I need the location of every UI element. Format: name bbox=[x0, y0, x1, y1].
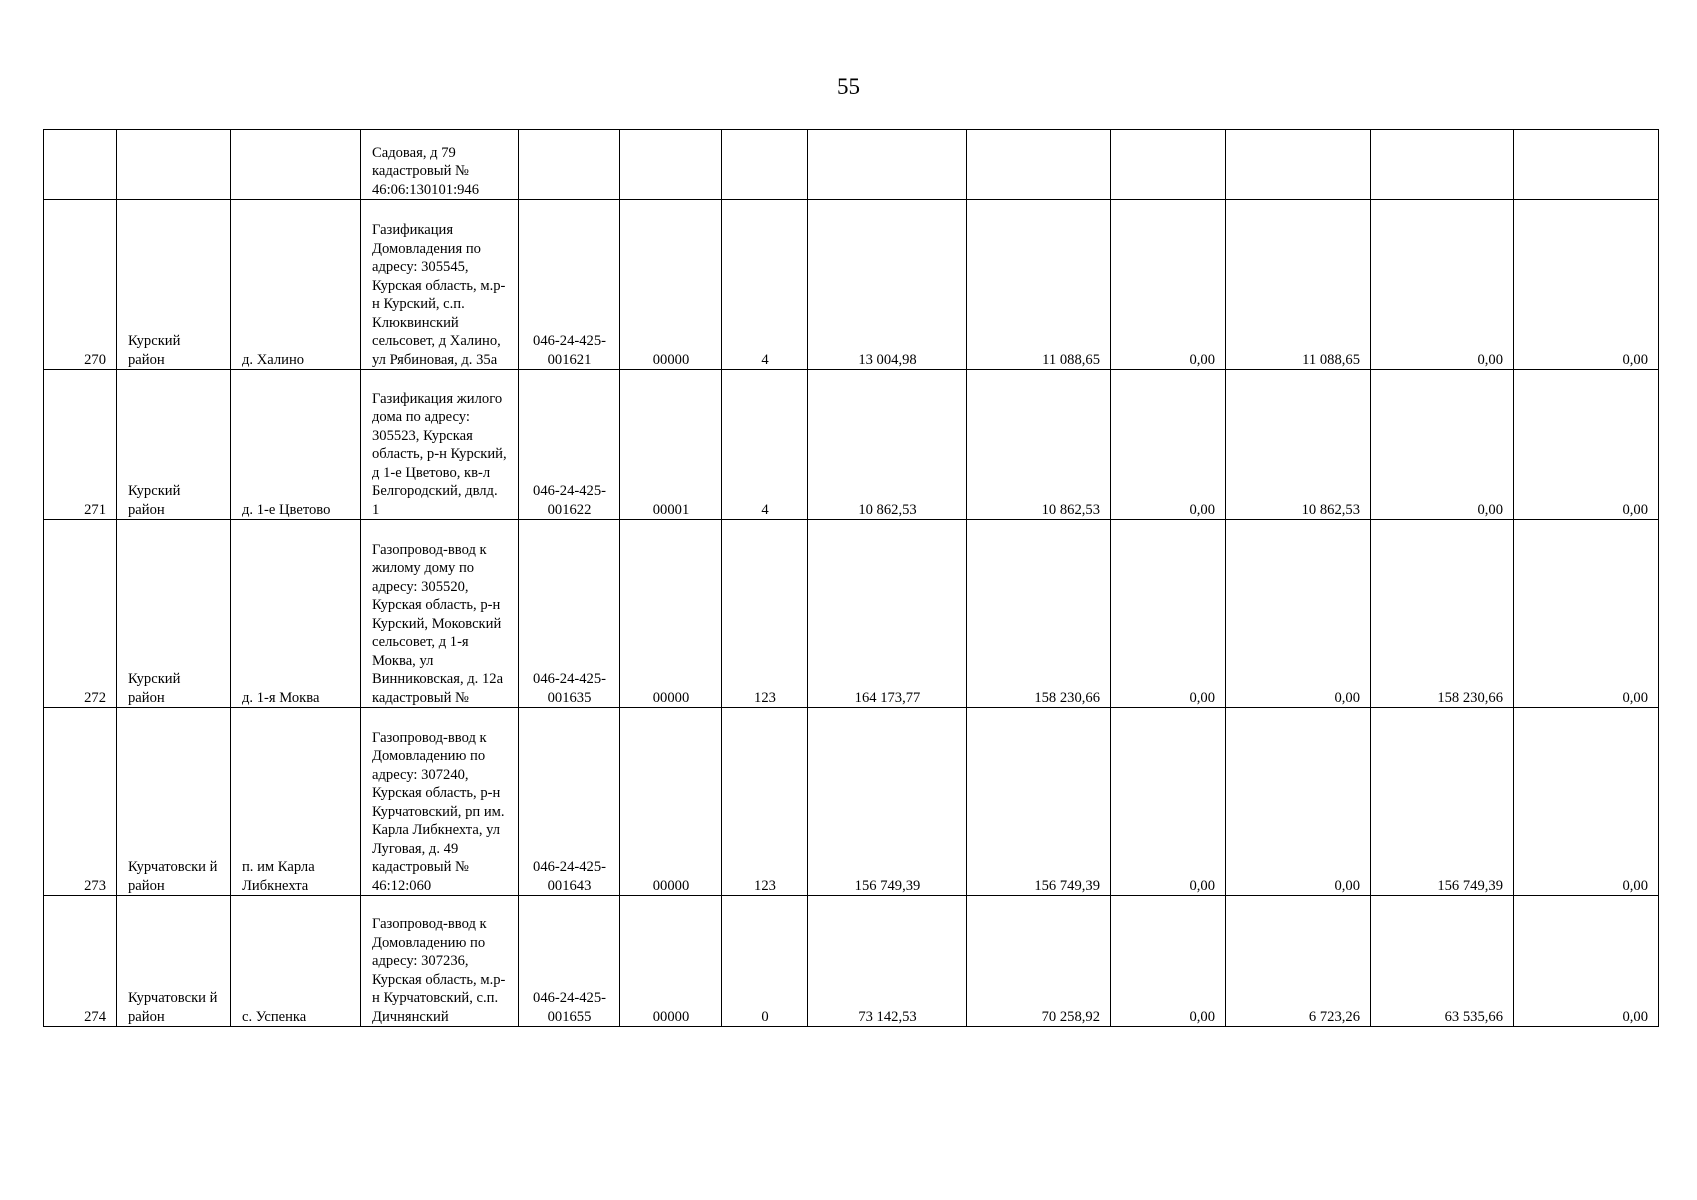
data-table bbox=[43, 129, 1659, 1027]
value-1-cell: 73 142,53 bbox=[808, 896, 967, 1027]
object-description-cell: Газификация жилого дома по адресу: 305523, Курская область, р-н Курский, д 1-е Цветово, кв-л Белгородский, двлд. 1 bbox=[361, 370, 519, 520]
object-description-cell: Газопровод-ввод к жилому дому по адресу: 305520, Курская область, р-н Курский, Моковский сельсовет, д 1-я Моква, ул Винниковская, д. 12а кадастровый № bbox=[361, 520, 519, 708]
code-a-cell: 00000 bbox=[620, 520, 722, 708]
district-cell: Курский район bbox=[117, 370, 231, 520]
value-6-cell: 0,00 bbox=[1514, 896, 1659, 1027]
object-description-cell: Садовая, д 79 кадастровый № 46:06:130101:946 bbox=[361, 130, 519, 200]
table-row bbox=[44, 520, 1659, 708]
row-number: 273 bbox=[44, 708, 117, 896]
value-6-cell bbox=[1514, 130, 1659, 200]
locality-cell: д. Халино bbox=[231, 200, 361, 370]
registry-code-cell: 046-24-425-001655 bbox=[519, 896, 620, 1027]
district-cell: Курский район bbox=[117, 520, 231, 708]
row-number bbox=[44, 130, 117, 200]
value-5-cell: 158 230,66 bbox=[1371, 520, 1514, 708]
value-1-cell: 13 004,98 bbox=[808, 200, 967, 370]
value-4-cell bbox=[1226, 130, 1371, 200]
code-b-cell: 0 bbox=[722, 896, 808, 1027]
value-2-cell bbox=[967, 130, 1111, 200]
code-b-cell bbox=[722, 130, 808, 200]
code-b-cell: 123 bbox=[722, 708, 808, 896]
locality-cell: д. 1-е Цветово bbox=[231, 370, 361, 520]
value-2-cell: 10 862,53 bbox=[967, 370, 1111, 520]
value-6-cell: 0,00 bbox=[1514, 708, 1659, 896]
code-a-cell: 00000 bbox=[620, 200, 722, 370]
row-number: 274 bbox=[44, 896, 117, 1027]
value-5-cell bbox=[1371, 130, 1514, 200]
code-a-cell: 00000 bbox=[620, 708, 722, 896]
registry-code-cell bbox=[519, 130, 620, 200]
value-3-cell: 0,00 bbox=[1111, 896, 1226, 1027]
value-6-cell: 0,00 bbox=[1514, 520, 1659, 708]
registry-code-cell: 046-24-425-001635 bbox=[519, 520, 620, 708]
value-5-cell: 156 749,39 bbox=[1371, 708, 1514, 896]
code-b-cell: 123 bbox=[722, 520, 808, 708]
district-cell: Курчатовски й район bbox=[117, 896, 231, 1027]
district-cell bbox=[117, 130, 231, 200]
value-4-cell: 11 088,65 bbox=[1226, 200, 1371, 370]
value-3-cell: 0,00 bbox=[1111, 708, 1226, 896]
registry-code-cell: 046-24-425-001622 bbox=[519, 370, 620, 520]
value-1-cell: 156 749,39 bbox=[808, 708, 967, 896]
value-1-cell bbox=[808, 130, 967, 200]
value-3-cell: 0,00 bbox=[1111, 520, 1226, 708]
value-1-cell: 10 862,53 bbox=[808, 370, 967, 520]
locality-cell: д. 1-я Моква bbox=[231, 520, 361, 708]
value-6-cell: 0,00 bbox=[1514, 370, 1659, 520]
district-cell: Курчатовски й район bbox=[117, 708, 231, 896]
page-number: 55 bbox=[837, 74, 860, 99]
district-cell: Курский район bbox=[117, 200, 231, 370]
code-a-cell: 00001 bbox=[620, 370, 722, 520]
row-number: 270 bbox=[44, 200, 117, 370]
value-4-cell: 0,00 bbox=[1226, 520, 1371, 708]
value-4-cell: 10 862,53 bbox=[1226, 370, 1371, 520]
value-5-cell: 63 535,66 bbox=[1371, 896, 1514, 1027]
object-description-cell: Газопровод-ввод к Домовладению по адресу: 307236, Курская область, м.р-н Курчатовский, с.п. Дичнянский bbox=[361, 896, 519, 1027]
value-2-cell: 70 258,92 bbox=[967, 896, 1111, 1027]
value-2-cell: 156 749,39 bbox=[967, 708, 1111, 896]
value-5-cell: 0,00 bbox=[1371, 370, 1514, 520]
locality-cell: с. Успенка bbox=[231, 896, 361, 1027]
row-number: 271 bbox=[44, 370, 117, 520]
table-row bbox=[44, 708, 1659, 896]
table-row bbox=[44, 130, 1659, 200]
row-number: 272 bbox=[44, 520, 117, 708]
object-description-cell: Газификация Домовладения по адресу: 305545, Курская область, м.р-н Курский, с.п. Клюквинский сельсовет, д Халино, ул Рябиновая, д. 35а bbox=[361, 200, 519, 370]
registry-code-cell: 046-24-425-001621 bbox=[519, 200, 620, 370]
locality-cell: п. им Карла Либкнехта bbox=[231, 708, 361, 896]
value-6-cell: 0,00 bbox=[1514, 200, 1659, 370]
registry-code-cell: 046-24-425-001643 bbox=[519, 708, 620, 896]
value-4-cell: 6 723,26 bbox=[1226, 896, 1371, 1027]
table-row bbox=[44, 896, 1659, 1027]
value-2-cell: 11 088,65 bbox=[967, 200, 1111, 370]
value-3-cell bbox=[1111, 130, 1226, 200]
value-3-cell: 0,00 bbox=[1111, 200, 1226, 370]
code-b-cell: 4 bbox=[722, 370, 808, 520]
value-5-cell: 0,00 bbox=[1371, 200, 1514, 370]
code-a-cell bbox=[620, 130, 722, 200]
value-1-cell: 164 173,77 bbox=[808, 520, 967, 708]
locality-cell bbox=[231, 130, 361, 200]
table-row bbox=[44, 370, 1659, 520]
value-4-cell: 0,00 bbox=[1226, 708, 1371, 896]
table-row bbox=[44, 200, 1659, 370]
code-b-cell: 4 bbox=[722, 200, 808, 370]
object-description-cell: Газопровод-ввод к Домовладению по адресу: 307240, Курская область, р-н Курчатовский, рп им. Карла Либкнехта, ул Луговая, д. 49 кадастровый № 46:12:060 bbox=[361, 708, 519, 896]
value-3-cell: 0,00 bbox=[1111, 370, 1226, 520]
value-2-cell: 158 230,66 bbox=[967, 520, 1111, 708]
code-a-cell: 00000 bbox=[620, 896, 722, 1027]
